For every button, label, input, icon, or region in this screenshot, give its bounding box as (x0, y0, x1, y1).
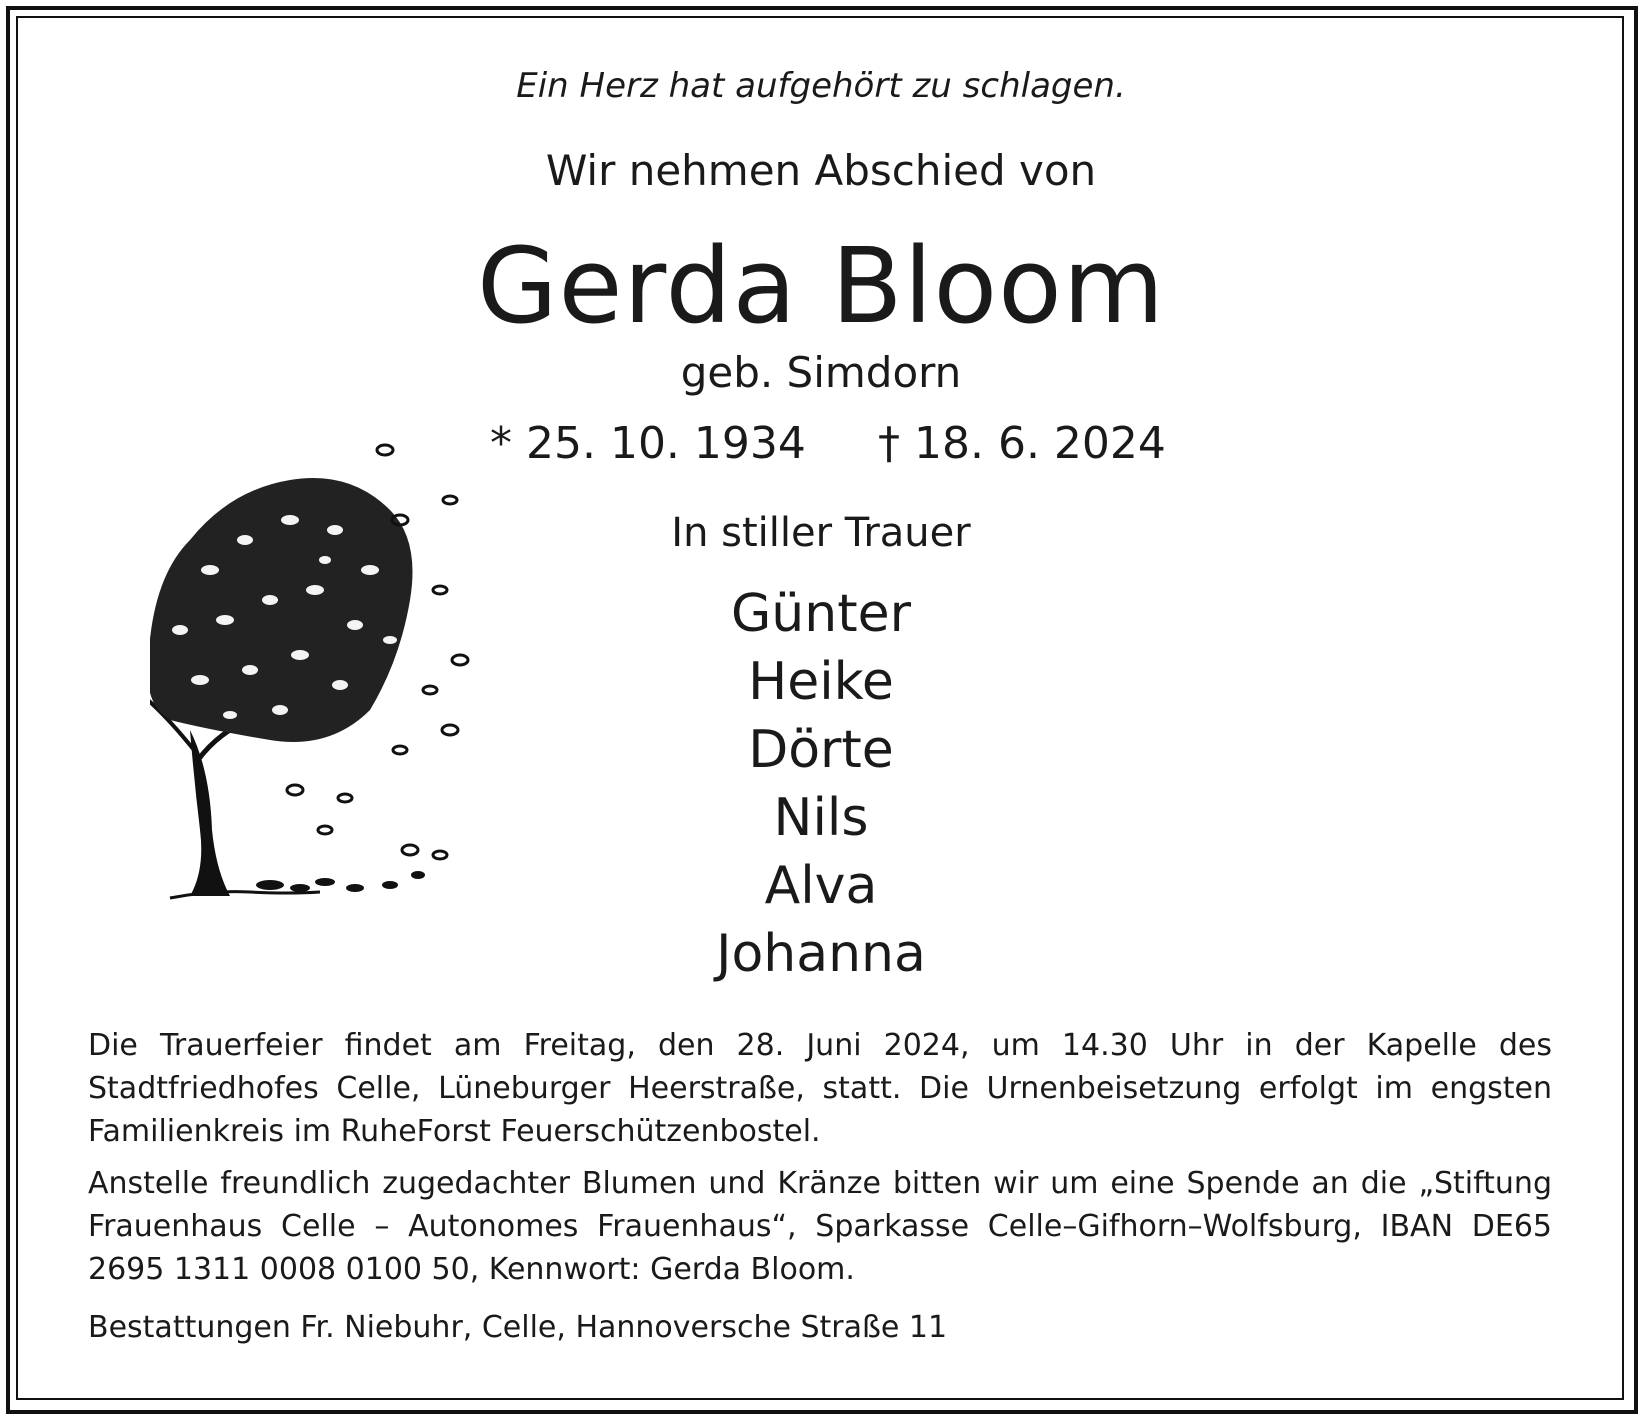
deceased-name: Gerda Bloom (476, 225, 1166, 347)
mourning-line: In stiller Trauer (671, 510, 971, 556)
ceremony-text: Die Trauerfeier findet am Freitag, den 28. Juni 2024, um 14.30 Uhr in der Kapelle des Stadtfriedhofes Celle, Lüneburger Heerstraße, statt. Die Urnenbeisetzung erfolgt im engsten Familienkreis im RuheForst Feuerschützenbostel. (88, 1028, 1552, 1149)
motto: Ein Herz hat aufgehört zu schlagen. (516, 66, 1126, 106)
birth-date: * 25. 10. 1934 (490, 418, 806, 469)
mourner-name: Nils (773, 788, 869, 848)
death-date: † 18. 6. 2024 (878, 418, 1166, 469)
mourner-name: Dörte (748, 720, 894, 780)
maiden-name: geb. Simdorn (680, 348, 962, 397)
intro-line: Wir nehmen Abschied von (545, 146, 1097, 195)
mourner-name: Günter (731, 584, 911, 644)
mourner-name: Alva (764, 856, 878, 916)
undertaker-text: Bestattungen Fr. Niebuhr, Celle, Hannoversche Straße 11 (88, 1310, 948, 1345)
donation-text: Anstelle freundlich zugedachter Blumen und Kränze bitten wir um eine Spende an die „Stiftung Frauenhaus Celle – Autonomes Frauenhaus“, Sparkasse Celle–Gifhorn–Wolfsburg, IBAN DE65 2695 1311 0008 0100 50, Kennwort: Gerda Bloom. (88, 1166, 1552, 1287)
windblown-tree-icon (150, 430, 490, 910)
mourner-name: Johanna (716, 924, 926, 984)
mourner-name: Heike (748, 652, 894, 712)
